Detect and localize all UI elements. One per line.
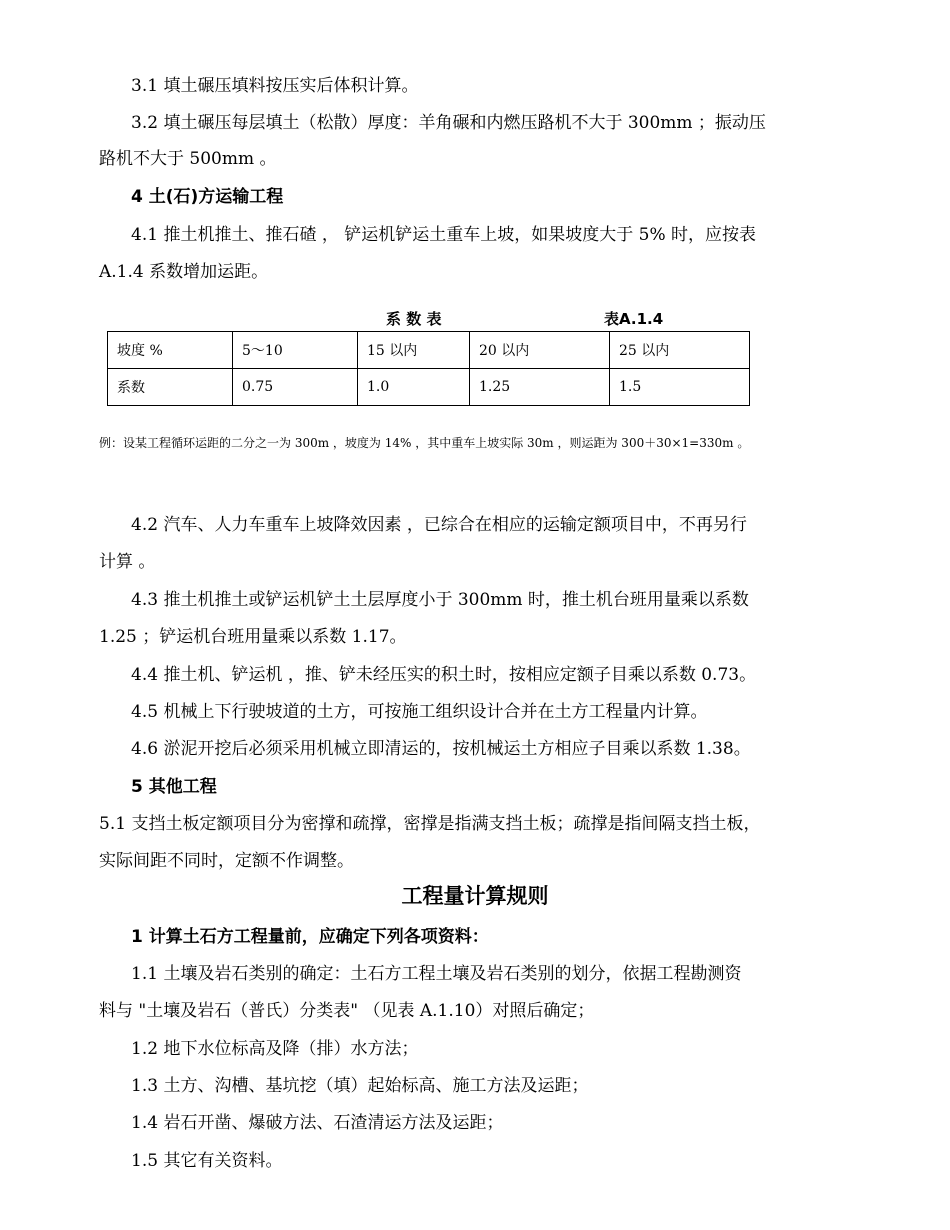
table-cell: 系数 (108, 369, 233, 406)
rule-1-3: 1.3 土方、沟槽、基坑挖（填）起始标高、施工方法及运距； (131, 1076, 589, 1096)
paragraph-4-3-cont: 1.25 ；铲运机台班用量乘以系数 1.17。 (99, 627, 407, 647)
rules-heading: 工程量计算规则 (401, 884, 549, 908)
paragraph-5-1: 5.1 支挡土板定额项目分为密撑和疏撑，密撑是指满支挡土板；疏撑是指间隔支挡土板， (99, 814, 761, 834)
paragraph-5-1-cont: 实际间距不同时，定额不作调整。 (99, 851, 354, 871)
paragraph-4-6: 4.6 淤泥开挖后必须采用机械立即清运的，按机械运土方相应子目乘以系数 1.38。 (131, 739, 751, 759)
example-note: 例：设某工程循环运距的二分之一为 300m ，坡度为 14% ，其中重车上坡实际 30m ，则运距为 300＋30×1=330m 。 (99, 436, 750, 450)
paragraph-3-1: 3.1 填土碾压填料按压实后体积计算。 (131, 76, 419, 96)
table-cell: 5～10 (233, 332, 358, 369)
paragraph-4-3: 4.3 推土机推土或铲运机铲土土层厚度小于 300mm 时，推土机台班用量乘以系数 (131, 590, 749, 610)
table-cell: 1.25 (470, 369, 610, 406)
paragraph-4-2-cont: 计算 。 (99, 552, 156, 572)
table-row-slope (108, 332, 750, 369)
section-5-title: 5 其他工程 (131, 777, 217, 797)
rule-1-4: 1.4 岩石开凿、爆破方法、石渣清运方法及运距； (131, 1113, 504, 1133)
table-cell: 25 以内 (610, 332, 750, 369)
table-caption-number: 表A.1.4 (604, 310, 664, 328)
paragraph-4-1-cont: A.1.4 系数增加运距。 (99, 262, 269, 282)
rule-1-5: 1.5 其它有关资料。 (131, 1151, 283, 1171)
table-cell: 15 以内 (358, 332, 470, 369)
rule-1-2: 1.2 地下水位标高及降（排）水方法； (131, 1039, 419, 1059)
rule-1-1-cont: 料与 "土壤及岩石（普氏）分类表" （见表 A.1.10）对照后确定； (99, 1001, 595, 1021)
paragraph-4-4: 4.4 推土机、铲运机 ，推、铲未经压实的积土时，按相应定额子目乘以系数 0.73。 (131, 665, 757, 685)
table-cell: 1.5 (610, 369, 750, 406)
paragraph-3-2-cont: 路机不大于 500mm 。 (99, 149, 277, 169)
section-4-title: 4 土(石)方运输工程 (131, 187, 284, 207)
table-cell: 0.75 (233, 369, 358, 406)
table-cell: 坡度 % (108, 332, 233, 369)
paragraph-4-2: 4.2 汽车、人力车重车上坡降效因素 ，已综合在相应的运输定额项目中，不再另行 (131, 515, 747, 535)
table-cell: 1.0 (358, 369, 470, 406)
coefficient-table (107, 331, 750, 406)
table-cell: 20 以内 (470, 332, 610, 369)
paragraph-4-1: 4.1 推土机推土、推石碴 ， 铲运机铲运土重车上坡，如果坡度大于 5% 时，应按表 (131, 225, 757, 245)
paragraph-4-5: 4.5 机械上下行驶坡道的土方，可按施工组织设计合并在土方工程量内计算。 (131, 702, 708, 722)
rule-1-title: 1 计算土石方工程量前，应确定下列各项资料： (131, 927, 489, 947)
rule-1-1: 1.1 土壤及岩石类别的确定：土石方工程土壤及岩石类别的划分，依据工程勘测资 (131, 964, 742, 984)
table-row-coefficient (108, 369, 750, 406)
table-caption-title: 系 数 表 (386, 310, 442, 328)
paragraph-3-2: 3.2 填土碾压每层填土（松散）厚度：羊角碾和内燃压路机不大于 300mm ；振动压 (131, 113, 766, 133)
